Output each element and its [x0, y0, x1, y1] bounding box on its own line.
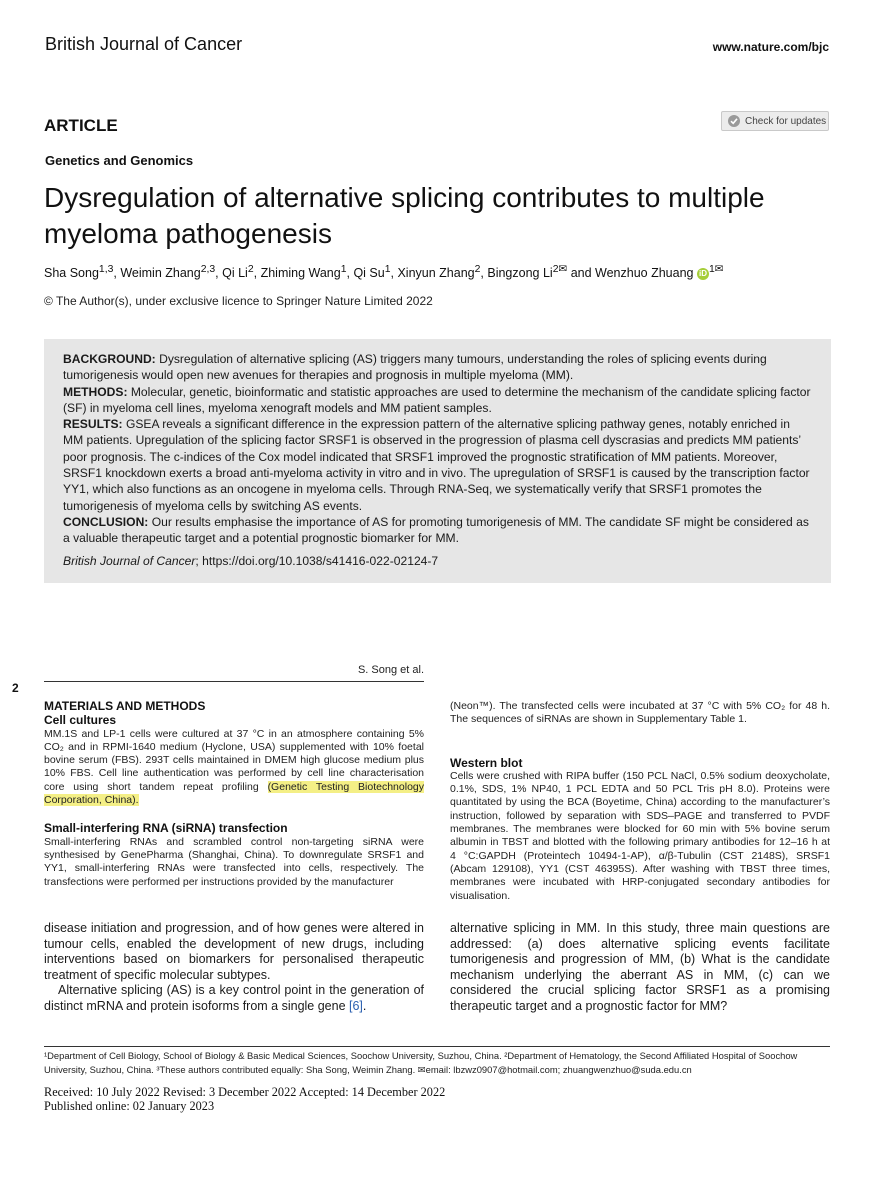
intro-paragraph: disease initiation and progression, and of how genes were altered in tumour cells, enabled the development of new drugs, including interventions based on biomarkers for personalised therapeutic treatment of specific molecular subtypes.: [44, 921, 424, 982]
intro-left-column: [44, 921, 424, 1014]
author[interactable]: Qi Su$^1$: [353, 264, 391, 281]
publication-dates: [44, 1085, 445, 1113]
abstract-methods: METHODS: Molecular, genetic, bioinformatic and statistic approaches are used to determine the mechanism of the candidate splicing factor (SF) in myeloma cell lines, myeloma xenograft models and MM patient samples.: [63, 384, 811, 415]
article-title: Dysregulation of alternative splicing contributes to multiple myeloma pathogenesis: [44, 182, 765, 249]
published-date: Published online: 02 January 2023: [44, 1099, 215, 1113]
author-conjunction: and: [570, 266, 592, 281]
doi-link[interactable]: ; https://doi.org/10.1038/s41416-022-02124-7: [195, 553, 439, 568]
intro-paragraph: alternative splicing in MM. In this study, three main questions are addressed: (a) does alternative splicing events facilitate tumorigenesis and progression of MM, (b) What is the candidate mechanism underlying the aberrant AS in MM, (c) can we considered the crucial splicing factor SRSF1 as a promising therapeutic target and a prognostic factor for MM?: [450, 921, 830, 1013]
check-updates-label: Check for updates: [745, 115, 827, 127]
abstract-background: BACKGROUND: Dysregulation of alternative splicing (AS) triggers many tumours, understanding the roles of splicing events during tumorigenesis would open new avenues for therapies and prognosis in multiple myeloma (MM).: [63, 352, 767, 383]
western-blot-text: Cells were crushed with RIPA buffer (150 PCL NaCl, 0.5% sodium deoxycholate, 0.1%, SDS, 1% NP40, 1 PCL EDTA and 50 PCL Tris pH 8.0). Proteins were quantitated by using the BCA (Boyetime, China) according to the manufacturer’s instruction, followed by separation with SDS–PAGE and transferred to PVDF membranes. The membranes were blocked for 60 min with 5% bovine serum albumin in TBST and blotted with the following primary antibodies for 12–16 h at 4 °C:GAPDH (Proteintech 10494-1-AP), α/β-Tubulin (CST 2148S), SRSF1 (Abcam 129108), YY1 (CST 46395S). After washing with TBST three times, membranes were incubated with HRP-conjugated secondary antibodies for visualisation.: [450, 769, 830, 902]
author[interactable]: Sha Song$^{1,3}$: [44, 264, 114, 281]
author[interactable]: Weimin Zhang$^{2,3}$: [120, 264, 216, 281]
methods-right-column: [450, 700, 830, 903]
author[interactable]: Xinyun Zhang$^2$: [397, 264, 481, 281]
western-blot-heading: Western blot: [450, 755, 523, 770]
subject-section: Genetics and Genomics: [45, 153, 194, 168]
footnote-divider: [44, 1046, 830, 1047]
methods-heading: MATERIALS AND METHODS: [44, 699, 206, 713]
author[interactable]: Bingzong $Li^{2✉}$: [487, 264, 568, 281]
journal-name: British Journal of Cancer: [45, 34, 243, 54]
running-head: S. Song et al.: [357, 664, 424, 676]
methods-left-column: [44, 700, 424, 889]
check-updates-icon: [727, 114, 741, 128]
article-type-label: ARTICLE: [44, 116, 118, 135]
divider: [44, 681, 424, 682]
highlighted-text: (Genetic Testing Biotechnology Corporation, China).: [44, 780, 424, 807]
sirna-heading: Small-interfering RNA (siRNA) transfection: [44, 821, 288, 836]
check-for-updates-button[interactable]: [721, 111, 829, 131]
author-list: Sha Song$^{1,3}$, Weimin Zhang$^{2,3}$, Qi Li$^2$, Zhiming Wang$^1$, Qi Su$^1$, Xinyun Zhang$^2$, Bingzong $Li^{2✉}$ and Wenzhuo Zhuang iD $^{1✉}$: [44, 264, 724, 281]
author[interactable]: Qi Li$^2$: [222, 264, 254, 281]
cell-cultures-heading: Cell cultures: [44, 713, 117, 728]
citation-line: British Journal of Cancer; https://doi.org/10.1038/s41416-022-02124-7: [63, 553, 439, 568]
intro-paragraph: Alternative splicing (AS) is a key control point in the generation of distinct mRNA and protein isoforms from a single gene [6].: [44, 983, 424, 1013]
abstract-box: [44, 339, 831, 583]
cell-cultures-text: MM.1S and LP-1 cells were cultured at 37 °C in an atmosphere containing 5% CO₂ and in RPMI-1640 medium (Hyclone, USA) supplemented with 10% foetal bovine serum (FBS). 293T cells maintained in DMEM high glucose medium plus 10% FBS. Cell line authentication was performed by cell line characterisation core using short tandem repeat profiling (Genetic Testing Biotechnology Corporation, China).: [44, 727, 424, 807]
author[interactable]: Wenzhuo Zhuang iD $^{1✉}$: [595, 264, 724, 281]
neon-text: (Neon™). The transfected cells were incubated at 37 °C with 5% CO₂ for 48 h. The sequences of siRNAs are shown in Supplementary Table 1.: [450, 700, 830, 726]
page-number: 2: [12, 681, 19, 695]
abstract-results: RESULTS: GSEA reveals a significant difference in the expression pattern of the alternative splicing pathway genes, notably enriched in MM patients. Upregulation of the splicing factor SRSF1 is observed in the progression of plasma cell dyscrasias and predicts MM patients’ poor prognosis. The c-indices of the Cox model indicated that SRSF1 improved the prognostic stratification of MM patients. Moreover, SRSF1 knockdown exerts a broad anti-myeloma activity in vitro and in vivo. The upregulation of SRSF1 is caused by the transcription factor YY1, which also functions as an oncogene in myeloma cells. Through RNA-Seq, we systematically verify that SRSF1 promotes the tumorigenesis of myeloma cells by switching AS events.: [63, 417, 810, 513]
affiliations-footnote: ¹Department of Cell Biology, School of Biology & Basic Medical Sciences, Soochow University, Suzhou, China. ²Department of Hematology, the Second Affiliated Hospital of Soochow University, Suzhou, China. ³These authors contributed equally: Sha Song, Weimin Zhang. ✉email: lbzwz0907@hotmail.com; zhuangwenzhuo@suda.edu.cn: [44, 1050, 798, 1075]
abstract-conclusion: CONCLUSION: Our results emphasise the importance of AS for promoting tumorigenesis of MM. The candidate SF might be considered as a valuable therapeutic target and a potential prognostic biomarker for MM.: [63, 514, 809, 546]
intro-right-column: [450, 921, 830, 1014]
reference-link[interactable]: [6]: [349, 998, 363, 1013]
sirna-text: Small-interfering RNAs and scrambled control non-targeting siRNA were synthesised by GenePharma (Shanghai, China). To downregulate SRSF1 and YY1, small-interfering RNAs were transfected into cells, respectively. The transfections were performed per instructions provided by the manufacturer: [44, 835, 424, 888]
copyright-line: © The Author(s), under exclusive licence to Springer Nature Limited 2022: [44, 294, 433, 308]
orcid-icon[interactable]: iD: [698, 268, 707, 278]
journal-site-link[interactable]: www.nature.com/bjc: [712, 40, 829, 54]
author[interactable]: Zhiming Wang$^1$: [260, 264, 347, 281]
received-dates: Received: 10 July 2022 Revised: 3 December 2022 Accepted: 14 December 2022: [44, 1085, 446, 1099]
